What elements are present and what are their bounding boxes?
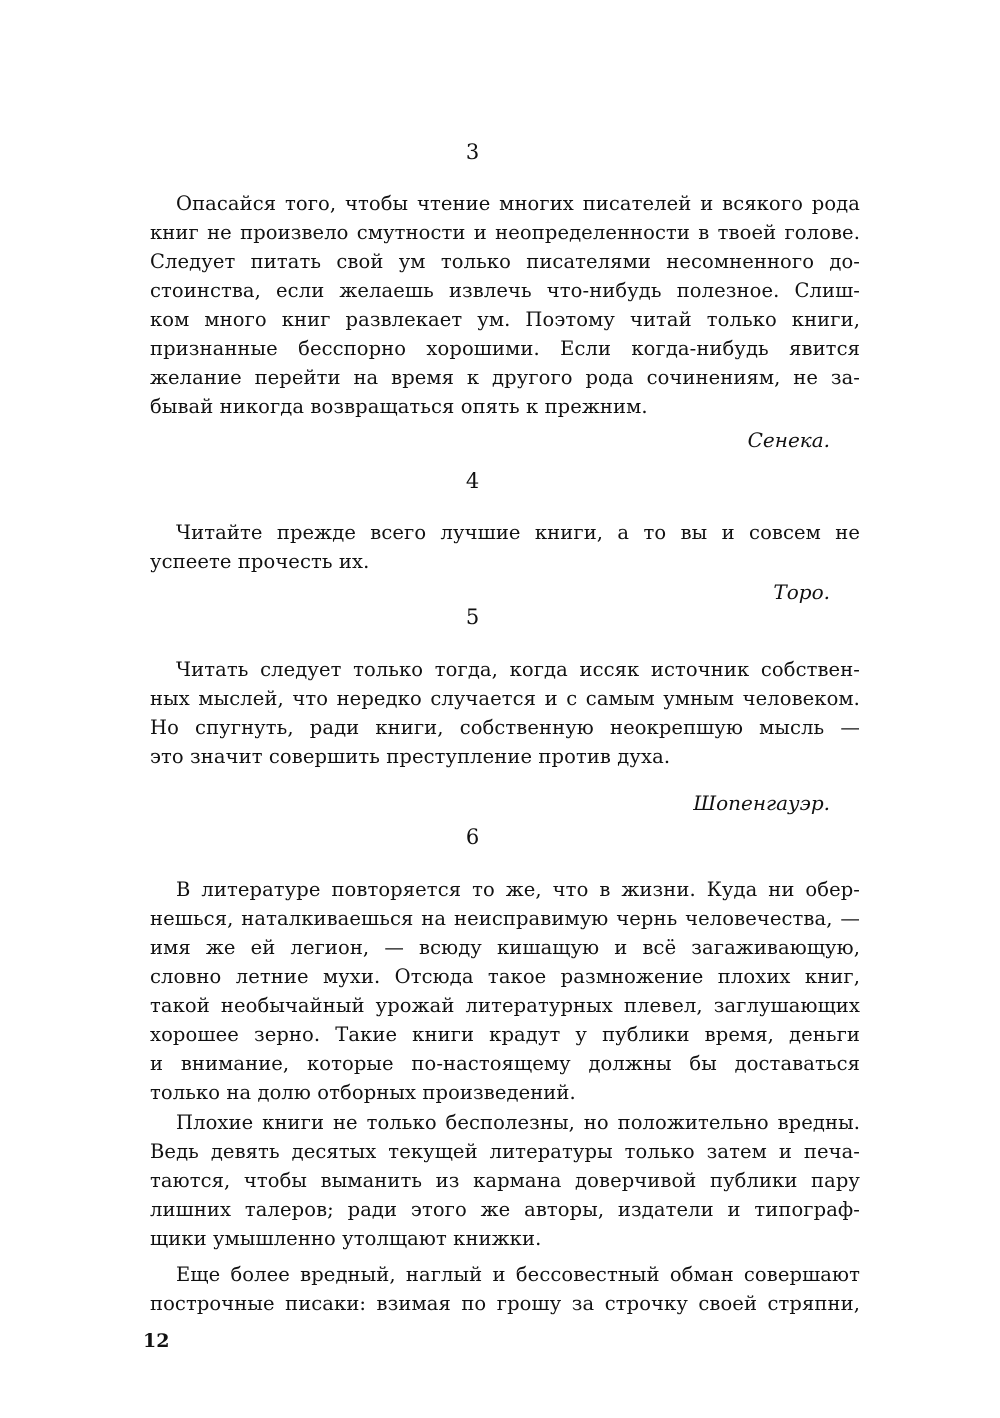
text-line: ком много книг развлекает ум. Поэтому читай только книги, [150, 308, 860, 331]
text-line: нешься, наталкиваешься на неисправимую чернь человечества, — [150, 907, 860, 930]
text-line: таются, чтобы выманить из кармана доверчивой публики пару [150, 1169, 860, 1192]
author-attribution: Сенека. [747, 428, 830, 452]
text-line: Плохие книги не только бесполезны, но положительно вредны. [176, 1111, 860, 1134]
section-6-paragraph-1 [150, 875, 860, 1107]
text-line: успеете прочесть их. [150, 550, 370, 573]
text-line: Опасайся того, чтобы чтение многих писателей и всякого рода [176, 192, 860, 215]
text-line: Следует питать свой ум только писателями несомненного до- [150, 250, 860, 273]
section-6-paragraph-3 [150, 1260, 860, 1318]
text-line: желание перейти на время к другого рода сочинениям, не за- [150, 366, 860, 389]
section-5-paragraph-1 [150, 655, 860, 771]
section-number-4: 4 [465, 469, 480, 493]
author-attribution: Шопенгауэр. [693, 791, 830, 815]
section-number-6: 6 [465, 825, 480, 849]
text-line: такой необычайный урожай литературных плевел, заглушающих [150, 994, 860, 1017]
text-line: словно летние мухи. Отсюда такое размножение плохих книг, [150, 965, 860, 988]
text-line: и внимание, которые по-настоящему должны бы доставаться [150, 1052, 860, 1075]
text-line: хорошее зерно. Такие книги крадут у публики время, деньги [150, 1023, 860, 1046]
section-6-paragraph-2 [150, 1108, 860, 1253]
text-line: щики умышленно утолщают книжки. [150, 1227, 542, 1250]
text-line: это значит совершить преступление против духа. [150, 745, 671, 768]
text-line: Ведь девять десятых текущей литературы только затем и печа- [150, 1140, 860, 1163]
text-line: имя же ей легион, — всюду кишащую и всё загаживающую, [150, 936, 860, 959]
text-line: Но спугнуть, ради книги, собственную неокрепшую мысль — [150, 716, 860, 739]
text-line: ных мыслей, что нередко случается и с самым умным человеком. [150, 687, 860, 710]
section-3-paragraph-1 [150, 189, 860, 421]
section-number-3: 3 [465, 140, 480, 164]
section-number-5: 5 [465, 605, 480, 629]
text-line: стоинства, если желаешь извлечь что-нибудь полезное. Слиш- [150, 279, 860, 302]
text-line: книг не произвело смутности и неопределенности в твоей голове. [150, 221, 860, 244]
text-line: бывай никогда возвращаться опять к прежним. [150, 395, 648, 418]
text-line: Читайте прежде всего лучшие книги, а то вы и совсем не [176, 521, 860, 544]
text-line: только на долю отборных произведений. [150, 1081, 576, 1104]
text-line: построчные писаки: взимая по грошу за строчку своей стряпни, [150, 1292, 860, 1315]
text-line: Еще более вредный, наглый и бессовестный обман совершают [176, 1263, 860, 1286]
text-line: признанные бесспорно хорошими. Если когда-нибудь явится [150, 337, 860, 360]
text-line: Читать следует только тогда, когда иссяк источник собствен- [176, 658, 860, 681]
section-4-paragraph-1 [150, 518, 860, 576]
text-line: лишних талеров; ради этого же авторы, издатели и типограф- [150, 1198, 860, 1221]
page-number: 12 [143, 1330, 170, 1352]
author-attribution: Торо. [773, 580, 830, 604]
text-line: В литературе повторяется то же, что в жизни. Куда ни обер- [176, 878, 860, 901]
